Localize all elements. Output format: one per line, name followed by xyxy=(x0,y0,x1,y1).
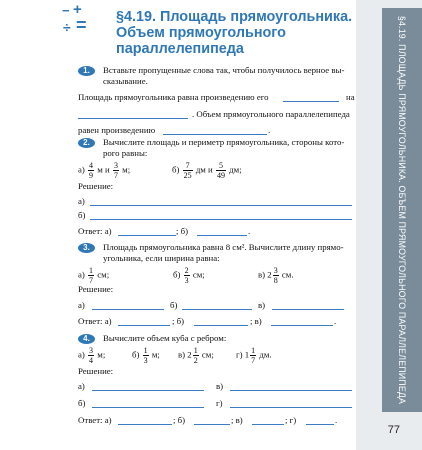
option-b: б) $\frac{7}{25}$ дм и $\frac{5}{49}$ дм; xyxy=(172,161,242,180)
answer-label: ; б) xyxy=(172,316,185,326)
period: . xyxy=(334,316,337,326)
fill-text: равен произведению xyxy=(78,125,156,135)
option-b: б) $\frac{1}{3}$ м; xyxy=(132,346,160,365)
fraction: $\frac{1}{3}$ xyxy=(143,346,148,365)
fraction: $\frac{3}{7}$ xyxy=(113,161,118,180)
answer-line-label: а) xyxy=(78,381,85,391)
page-title: §4.19. Площадь прямоугольника. Объем прямоугольного параллелепипеда xyxy=(116,9,353,57)
task-number-badge: 4. xyxy=(78,334,95,344)
answer-line-label: в) xyxy=(258,300,266,310)
task-text: Площадь прямоугольника равна 8 см². Вычислите длину прямо- xyxy=(103,242,344,252)
option-a: а) $\frac{4}{9}$ м и $\frac{3}{7}$ м; xyxy=(78,161,131,180)
fraction: $\frac{1}{2}$ xyxy=(193,346,198,365)
answer-blank[interactable] xyxy=(283,101,339,102)
option-c: в) 2 $\frac{1}{2}$ см; xyxy=(178,346,214,365)
task-number-badge: 1. xyxy=(78,66,95,76)
option-c: в) 2 $\frac{3}{8}$ см. xyxy=(258,266,294,285)
running-title-text: §4.19. ПЛОЩАДЬ ПРЯМОУГОЛЬНИКА. ОБЪЕМ ПРЯМОУГОЛЬНОГО ПАРАЛЛЕЛЕПИПЕДА xyxy=(397,15,407,405)
task-text: Вставьте пропущенные слова так, чтобы получилось верное вы- xyxy=(103,65,345,75)
task-text: сказывание. xyxy=(103,76,148,86)
task-number-badge: 3. xyxy=(78,243,95,253)
task-text: Вычислите объем куба с ребром: xyxy=(103,333,227,343)
sidebar xyxy=(356,0,422,450)
option-a: а) $\frac{3}{4}$ м; xyxy=(78,346,106,365)
fill-text: на xyxy=(346,92,355,102)
answer-blank[interactable] xyxy=(90,205,352,206)
answer-blank[interactable] xyxy=(306,424,334,425)
answer-blank[interactable] xyxy=(92,390,204,391)
period: . xyxy=(248,226,251,236)
task-text: Вычислите площадь и периметр прямоугольника, стороны кото- xyxy=(103,137,345,147)
period: . xyxy=(335,415,338,425)
task-number-badge: 2. xyxy=(78,138,95,148)
answer-label: Ответ: а) xyxy=(78,415,112,425)
option-b: б) $\frac{2}{3}$ см; xyxy=(173,266,205,285)
fill-text: Площадь прямоугольника равна произведению его xyxy=(78,92,269,102)
task-text: рого равны: xyxy=(103,148,148,158)
answer-blank[interactable] xyxy=(118,424,172,425)
solution-label: Решение: xyxy=(78,366,114,376)
fraction: $\frac{4}{9}$ xyxy=(89,161,94,180)
answer-blank[interactable] xyxy=(163,134,267,135)
answer-blank[interactable] xyxy=(272,309,344,310)
answer-label: ; г) xyxy=(285,415,297,425)
answer-label: ; б) xyxy=(176,226,189,236)
answer-blank[interactable] xyxy=(230,407,352,408)
answer-line-label: б) xyxy=(170,300,178,310)
fraction: $\frac{1}{7}$ xyxy=(251,346,256,365)
option-d: г) 1 $\frac{1}{7}$ дм. xyxy=(236,346,272,365)
answer-line-label: в) xyxy=(216,381,224,391)
answer-blank[interactable] xyxy=(194,325,248,326)
answer-blank[interactable] xyxy=(90,219,352,220)
answer-label: ; в) xyxy=(250,316,262,326)
fraction: $\frac{3}{4}$ xyxy=(89,346,94,365)
section-header xyxy=(60,2,360,58)
answer-blank[interactable] xyxy=(230,390,352,391)
answer-label: Ответ: а) xyxy=(78,316,112,326)
fraction: $\frac{7}{25}$ xyxy=(183,161,192,180)
answer-label: Ответ: а) xyxy=(78,226,112,236)
answer-blank[interactable] xyxy=(252,424,284,425)
fraction: $\frac{1}{7}$ xyxy=(89,266,94,285)
math-operations-icon: − + ÷ = xyxy=(62,1,87,35)
solution-label: Решение: xyxy=(78,181,114,191)
answer-blank[interactable] xyxy=(271,325,333,326)
answer-blank[interactable] xyxy=(92,407,204,408)
answer-blank[interactable] xyxy=(182,309,252,310)
fraction: $\frac{2}{3}$ xyxy=(184,266,189,285)
answer-label: ; б) xyxy=(173,415,186,425)
period: . xyxy=(268,125,271,135)
answer-line-label: а) xyxy=(78,300,85,310)
answer-blank[interactable] xyxy=(194,424,230,425)
task-text: угольника, если ширина равна: xyxy=(103,253,220,263)
answer-line-label: а) xyxy=(78,196,85,206)
solution-label: Решение: xyxy=(78,284,114,294)
fraction: $\frac{5}{49}$ xyxy=(216,161,225,180)
answer-blank[interactable] xyxy=(78,118,188,119)
answer-blank[interactable] xyxy=(118,325,170,326)
answer-line-label: б) xyxy=(78,398,86,408)
answer-label: ; в) xyxy=(231,415,243,425)
page-number: 77 xyxy=(387,424,400,436)
answer-blank[interactable] xyxy=(118,235,176,236)
answer-line-label: г) xyxy=(216,398,223,408)
sidebar-running-title xyxy=(382,8,422,412)
option-a: а) $\frac{1}{7}$ см; xyxy=(78,266,110,285)
answer-blank[interactable] xyxy=(197,235,247,236)
answer-blank[interactable] xyxy=(92,309,164,310)
fill-text: . Объем прямоугольного параллелепипеда xyxy=(192,109,350,119)
answer-line-label: б) xyxy=(78,210,86,220)
fraction: $\frac{3}{8}$ xyxy=(273,266,278,285)
